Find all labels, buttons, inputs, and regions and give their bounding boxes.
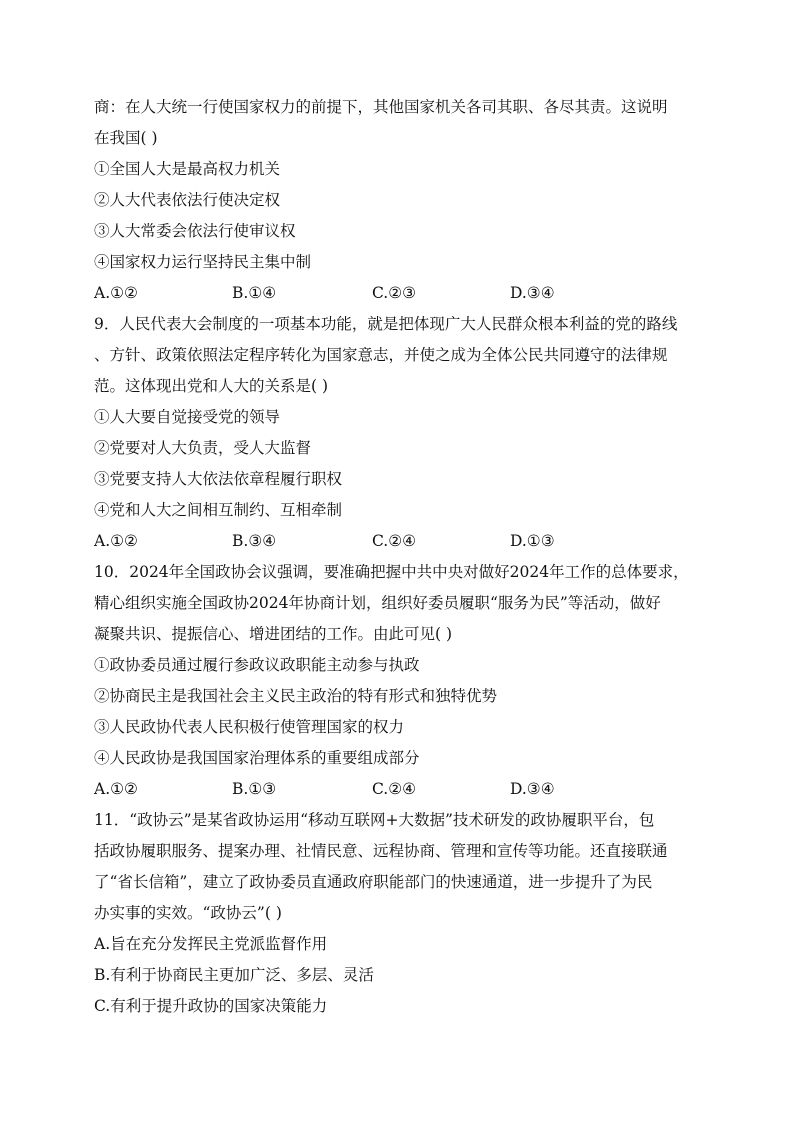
statement-item: ④国家权力运行坚持民主集中制 — [94, 253, 312, 271]
option-d: D.③④ — [510, 284, 555, 302]
question-stem-line: 范。这体现出党和人大的关系是( ) — [94, 377, 329, 395]
question-stem-line: 了“省长信箱”，建立了政协委员直通政府职能部门的快速通道，进一步提升了为民 — [94, 873, 653, 891]
option-c: C.②④ — [372, 532, 417, 550]
answer-options — [94, 526, 704, 557]
answer-options — [94, 278, 704, 309]
statement-item: ④党和人大之间相互制约、互相牵制 — [94, 501, 343, 519]
option-b: B.①④ — [232, 284, 277, 302]
option-d: D.①③ — [510, 532, 555, 550]
option-a: A.①② — [94, 284, 138, 302]
answer-option-b: B.有利于协商民主更加广泛、多层、灵活 — [94, 966, 374, 984]
option-b: B.①③ — [232, 780, 277, 798]
option-a: A.①② — [94, 532, 138, 550]
statement-item: ①政协委员通过履行参政议政职能主动参与执政 — [94, 656, 420, 674]
statement-item: ②人大代表依法行使决定权 — [94, 191, 281, 209]
exam-page — [94, 92, 704, 1022]
statement-item: ④人民政协是我国国家治理体系的重要组成部分 — [94, 749, 420, 767]
statement-item: ②党要对人大负责，受人大监督 — [94, 439, 312, 457]
answer-options — [94, 774, 704, 805]
statement-item: ③党要支持人大依法依章程履行职权 — [94, 470, 343, 488]
option-a: A.①② — [94, 780, 138, 798]
question-stem-line: 在我国( ) — [94, 129, 158, 147]
statement-item: ③人民政协代表人民积极行使管理国家的权力 — [94, 718, 405, 736]
question-stem-line: 凝聚共识、提振信心、增进团结的工作。由此可见( ) — [94, 625, 453, 643]
question-stem-line: 11．“政协云”是某省政协运用“移动互联网+大数据”技术研发的政协履职平台，包 — [94, 811, 655, 829]
question-10 — [94, 557, 704, 805]
option-c: C.②③ — [372, 284, 417, 302]
question-stem-line: 精心组织实施全国政协2024年协商计划，组织好委员履职“服务为民”等活动，做好 — [94, 594, 661, 612]
question-11 — [94, 805, 704, 1022]
answer-option-a: A.旨在充分发挥民主党派监督作用 — [94, 935, 328, 953]
question-stem-line: 、方针、政策依照法定程序转化为国家意志，并使之成为全体公民共同遵守的法律规 — [94, 346, 668, 364]
answer-option-c: C.有利于提升政协的国家决策能力 — [94, 997, 328, 1015]
question-stem-line: 9．人民代表大会制度的一项基本功能，就是把体现广大人民群众根本利益的党的路线 — [94, 315, 678, 333]
question-stem-line: 括政协履职服务、提案办理、社情民意、远程协商、管理和宣传等功能。还直接联通 — [94, 842, 668, 860]
option-b: B.③④ — [232, 532, 277, 550]
statement-item: ③人大常委会依法行使审议权 — [94, 222, 296, 240]
statement-item: ①人大要自觉接受党的领导 — [94, 408, 281, 426]
question-stem-line: 10．2024年全国政协会议强调，要准确把握中共中央对做好2024年工作的总体要求， — [94, 563, 689, 581]
question-stem-line: 办实事的实效。“政协云”( ) — [94, 904, 282, 922]
statement-item: ①全国人大是最高权力机关 — [94, 160, 281, 178]
question-8 — [94, 92, 704, 309]
option-c: C.②④ — [372, 780, 417, 798]
option-d: D.③④ — [510, 780, 555, 798]
statement-item: ②协商民主是我国社会主义民主政治的特有形式和独特优势 — [94, 687, 498, 705]
question-stem-line: 商：在人大统一行使国家权力的前提下，其他国家机关各司其职、各尽其责。这说明 — [94, 98, 668, 116]
question-9 — [94, 309, 704, 557]
